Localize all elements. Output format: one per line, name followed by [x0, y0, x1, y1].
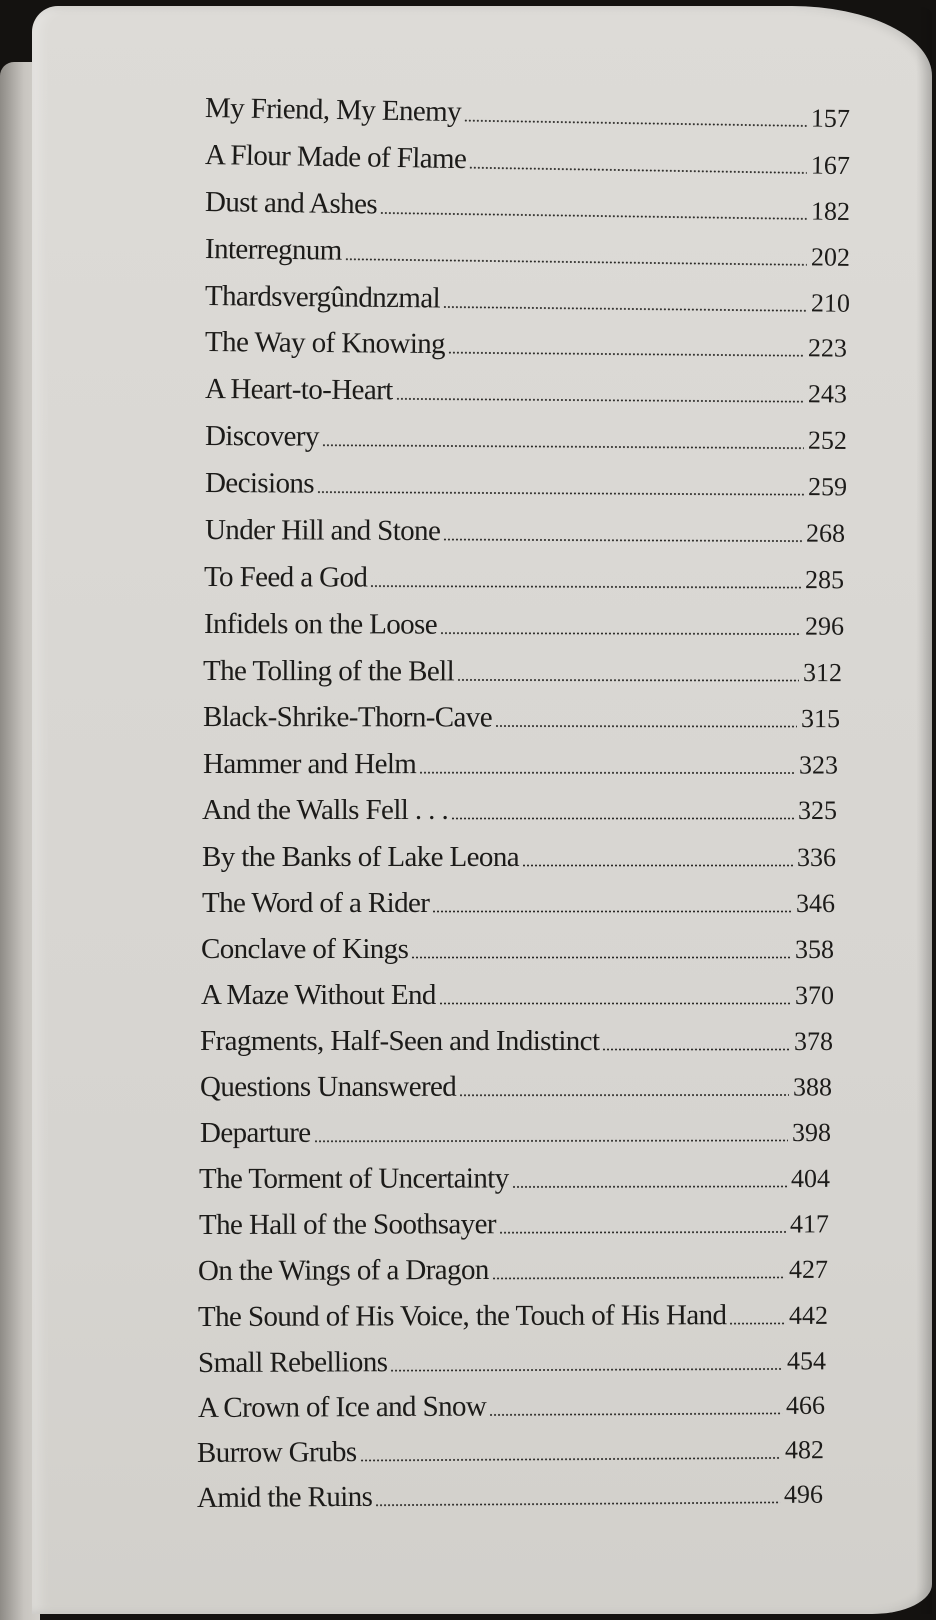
- toc-entry-title: A Crown of Ice and Snow: [197, 1390, 487, 1424]
- toc-entry-title: Hammer and Helm: [202, 748, 417, 781]
- toc-entry-title: On the Wings of a Dragon: [197, 1253, 489, 1287]
- toc-entry-title: Amid the Ruins: [196, 1480, 373, 1514]
- dot-leader: [495, 725, 797, 729]
- dot-leader: [411, 956, 791, 959]
- toc-entry-title: Decisions: [204, 467, 315, 500]
- toc-entry-page-number: 315: [800, 704, 841, 734]
- toc-entry-page-number: 358: [795, 935, 834, 964]
- toc-entry: [200, 1025, 833, 1058]
- dot-leader: [464, 119, 807, 127]
- dot-leader: [432, 910, 792, 913]
- toc-entry: [202, 887, 835, 920]
- toc-entry-page-number: 325: [798, 796, 837, 825]
- dot-leader: [440, 632, 801, 636]
- toc-entry-page-number: 398: [791, 1117, 832, 1147]
- toc-entry-title: Departure: [199, 1116, 311, 1149]
- toc-entry-page-number: 427: [788, 1254, 829, 1284]
- toc-entry-title: And the Walls Fell . . .: [202, 794, 449, 826]
- toc-entry-title: Dust and Ashes: [204, 186, 378, 221]
- dot-leader: [375, 1501, 780, 1507]
- toc-entry-page-number: 323: [798, 750, 839, 780]
- toc-entry: [199, 1162, 830, 1196]
- toc-entry-title: Thardsvergûndnzmal: [204, 280, 441, 315]
- dot-leader: [451, 817, 794, 820]
- toc-entry: [205, 139, 850, 182]
- toc-entry-page-number: 417: [789, 1209, 830, 1239]
- toc-entry-title: The Tolling of the Bell: [202, 655, 455, 688]
- book-page: [32, 6, 932, 1614]
- toc-entry: [203, 701, 840, 735]
- toc-entry-title: Discovery: [204, 420, 319, 453]
- toc-entry: [197, 1433, 824, 1470]
- toc-entry-page-number: 252: [807, 425, 848, 455]
- dot-leader: [314, 1139, 788, 1143]
- toc-entry-title: By the Banks of Lake Leona: [202, 841, 519, 873]
- toc-entry-title: The Hall of the Soothsayer: [198, 1208, 496, 1241]
- toc-entry: [198, 1344, 826, 1380]
- dot-leader: [489, 1412, 782, 1417]
- toc-entry-page-number: 259: [807, 472, 848, 502]
- dot-leader: [512, 1185, 787, 1188]
- toc-entry-title: Questions Unanswered: [199, 1070, 457, 1103]
- table-of-contents: [32, 6, 932, 1614]
- dot-leader: [390, 1367, 783, 1372]
- toc-entry-title: A Maze Without End: [201, 979, 436, 1011]
- toc-entry-page-number: 482: [784, 1435, 825, 1465]
- dot-leader: [317, 491, 804, 497]
- dot-leader: [459, 1093, 789, 1096]
- toc-entry: [199, 1207, 829, 1242]
- dot-leader: [469, 166, 807, 174]
- toc-entry: [202, 841, 836, 874]
- toc-entry-page-number: 370: [795, 981, 834, 1010]
- toc-entry-title: To Feed a God: [203, 561, 368, 594]
- dot-leader: [419, 771, 795, 774]
- dot-leader: [439, 1002, 791, 1005]
- toc-entry-title: Under Hill and Stone: [204, 514, 441, 548]
- dot-leader: [443, 305, 807, 312]
- toc-entry-page-number: 496: [783, 1479, 824, 1509]
- toc-entry-page-number: 167: [810, 150, 851, 181]
- toc-entry: [198, 1299, 828, 1334]
- toc-entry-title: A Flour Made of Flame: [204, 139, 467, 176]
- toc-entry-title: The Way of Knowing: [204, 326, 446, 361]
- toc-entry-page-number: 182: [810, 196, 851, 227]
- toc-entry-title: Conclave of Kings: [201, 933, 409, 965]
- toc-entry-title: Interregnum: [204, 233, 342, 267]
- toc-entry-page-number: 388: [792, 1072, 833, 1102]
- toc-entry-title: Burrow Grubs: [196, 1436, 357, 1469]
- toc-entry-page-number: 442: [788, 1300, 829, 1330]
- toc-entry-page-number: 268: [805, 518, 846, 548]
- toc-entry-page-number: 312: [802, 658, 843, 688]
- toc-entry: [201, 933, 834, 966]
- toc-entry: [200, 1116, 831, 1150]
- dot-leader: [322, 444, 804, 450]
- toc-entry-title: The Word of a Rider: [202, 887, 430, 919]
- toc-entry-page-number: 466: [785, 1390, 826, 1420]
- toc-entry: [203, 655, 842, 689]
- dot-leader: [602, 1048, 790, 1051]
- toc-entry: [205, 420, 847, 457]
- toc-entry: [205, 326, 847, 365]
- dot-leader: [448, 351, 804, 357]
- toc-entry-title: Infidels on the Loose: [203, 608, 438, 641]
- toc-entry: [205, 514, 845, 550]
- toc-entry-page-number: 285: [804, 565, 845, 595]
- toc-entry: [200, 1070, 832, 1104]
- toc-entry-page-number: 404: [790, 1163, 831, 1193]
- dot-leader: [492, 1276, 785, 1280]
- toc-entry-page-number: 378: [794, 1027, 833, 1056]
- dot-leader: [345, 258, 807, 267]
- toc-entry-page-number: 346: [796, 889, 835, 918]
- toc-entry: [205, 467, 847, 503]
- dot-leader: [443, 538, 802, 543]
- toc-entry: [204, 608, 844, 643]
- toc-entry-page-number: 243: [807, 379, 848, 409]
- toc-entry: [204, 561, 844, 596]
- dot-leader: [380, 211, 807, 220]
- toc-entry: [205, 92, 850, 135]
- toc-entry: [201, 979, 834, 1012]
- toc-entry-page-number: 157: [810, 103, 851, 134]
- dot-leader: [499, 1230, 786, 1234]
- toc-entry-page-number: 336: [797, 843, 836, 872]
- toc-entry: [198, 1389, 825, 1425]
- dot-leader: [729, 1322, 785, 1325]
- toc-entry-title: A Heart-to-Heart: [204, 373, 393, 407]
- toc-entry: [198, 1253, 828, 1288]
- toc-entry-title: The Torment of Uncertainty: [198, 1162, 509, 1195]
- toc-entry-title: Black-Shrike-Thorn-Cave: [202, 701, 493, 734]
- dot-leader: [396, 397, 804, 403]
- toc-entry-page-number: 202: [810, 242, 851, 272]
- toc-entry-title: Small Rebellions: [197, 1346, 388, 1379]
- toc-entry-page-number: 223: [807, 333, 848, 363]
- toc-entry: [197, 1478, 823, 1515]
- toc-entry: [205, 373, 847, 410]
- toc-entry: [202, 794, 837, 827]
- toc-entry-page-number: 296: [804, 611, 845, 641]
- toc-entry-page-number: 210: [810, 288, 851, 318]
- toc-entry: [205, 233, 850, 274]
- dot-leader: [360, 1456, 781, 1462]
- toc-entry-title: The Sound of His Voice, the Touch of His Hand: [197, 1299, 727, 1333]
- dot-leader: [370, 585, 801, 590]
- toc-entry-title: Fragments, Half-Seen and Indistinct: [200, 1025, 600, 1057]
- dot-leader: [457, 678, 799, 682]
- toc-entry: [205, 280, 850, 320]
- toc-entry-title: My Friend, My Enemy: [204, 92, 462, 129]
- toc-entry: [203, 748, 838, 782]
- toc-entry-page-number: 454: [786, 1346, 827, 1376]
- toc-entry: [205, 186, 850, 228]
- dot-leader: [522, 864, 793, 867]
